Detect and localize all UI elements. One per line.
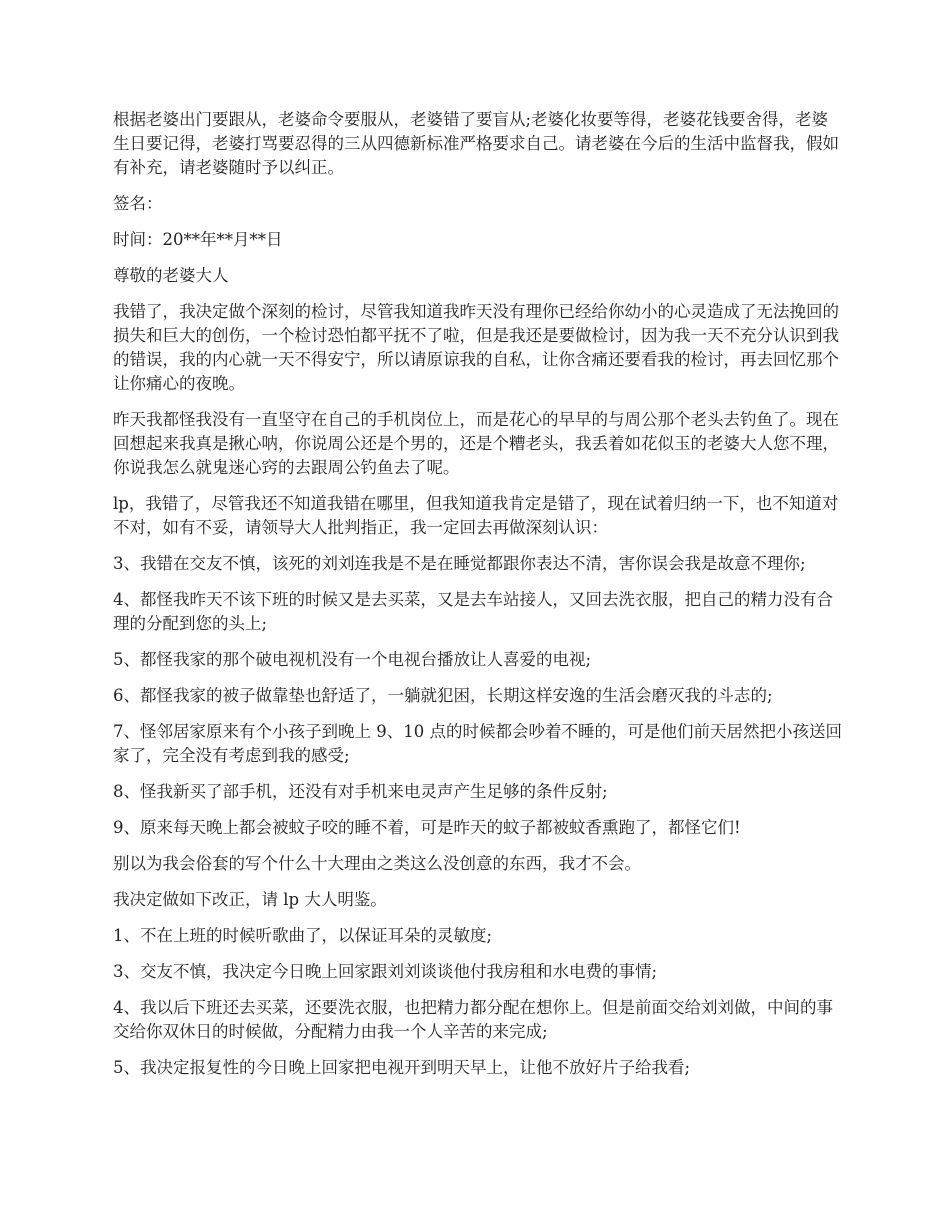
correction-item-4: 4、我以后下班还去买菜，还要洗衣服，也把精力都分配在想你上。但是前面交给刘刘做，中间的事交给你双休日的时候做，分配精力由我一个人辛苦的来完成; [113, 998, 833, 1041]
paragraph-corrections-intro: 我决定做如下改正，请 lp 大人明鉴。 [113, 890, 387, 909]
correction-item-3: 3、交友不慎，我决定今日晚上回家跟刘刘谈谈他付我房租和水电费的事情; [113, 962, 658, 981]
document-body [113, 108, 843, 1092]
paragraph-apology: 我错了，我决定做个深刻的检讨，尽管我知道我昨天没有理你已经给你幼小的心灵造成了无法挽回的损失和巨大的创伤，一个检讨恐怕都平抚不了啦，但是我还是要做检讨，因为我一天不充分认识到我的错误，我的内心就一天不得安宁，所以请原谅我的自私，让你含痛还要看我的检讨，再去回忆那个让你痛心的夜晚。 [113, 302, 839, 393]
date-line: 时间：20**年**月**日 [113, 230, 283, 249]
reason-item-7: 7、怪邻居家原来有个小孩子到晚上 9、10 点的时候都会吵着不睡的，可是他们前天居然把小孩送回家了，完全没有考虑到我的感受; [113, 722, 842, 765]
reason-item-4: 4、都怪我昨天不该下班的时候又是去买菜，又是去车站接人，又回去洗衣服，把自己的精力没有合理的分配到您的头上; [113, 590, 833, 633]
correction-item-1: 1、不在上班的时候听歌曲了，以保证耳朵的灵敏度; [113, 926, 493, 945]
paragraph-no-cliche: 别以为我会俗套的写个什么十大理由之类这么没创意的东西，我才不会。 [113, 854, 641, 873]
reason-item-3: 3、我错在交友不慎，该死的刘刘连我是不是在睡觉都跟你表达不清，害你误会我是故意不理你; [113, 554, 806, 573]
salutation: 尊敬的老婆大人 [113, 266, 229, 285]
reason-item-8: 8、怪我新买了部手机，还没有对手机来电灵声产生足够的条件反射; [113, 782, 608, 801]
reason-item-6: 6、都怪我家的被子做靠垫也舒适了，一躺就犯困，长期这样安逸的生活会磨灭我的斗志的; [113, 686, 773, 705]
signature-line: 签名： [113, 194, 163, 213]
paragraph-intro-pledge: 根据老婆出门要跟从，老婆命令要服从，老婆错了要盲从;老婆化妆要等得，老婆花钱要舍得，老婆生日要记得，老婆打骂要忍得的三从四德新标准严格要求自己。请老婆在今后的生活中监督我，假如有补充，请老婆随时予以纠正。 [113, 110, 839, 177]
correction-item-5: 5、我决定报复性的今日晚上回家把电视开到明天早上，让他不放好片子给我看; [113, 1058, 691, 1077]
reason-item-9: 9、原来每天晚上都会被蚊子咬的睡不着，可是昨天的蚊子都被蚊香熏跑了，都怪它们! [113, 818, 741, 837]
paragraph-yesterday: 昨天我都怪我没有一直坚守在自己的手机岗位上，而是花心的早早的与周公那个老头去钓鱼了。现在回想起来我真是揪心呐，你说周公还是个男的，还是个糟老头，我丢着如花似玉的老婆大人您不理，你说我怎么就鬼迷心窍的去跟周公钓鱼去了呢。 [113, 410, 839, 477]
paragraph-summary-intro: lp，我错了，尽管我还不知道我错在哪里，但我知道我肯定是错了，现在试着归纳一下，也不知道对不对，如有不妥，请领导大人批判指正，我一定回去再做深刻认识： [113, 494, 839, 537]
reason-item-5: 5、都怪我家的那个破电视机没有一个电视台播放让人喜爱的电视; [113, 650, 592, 669]
